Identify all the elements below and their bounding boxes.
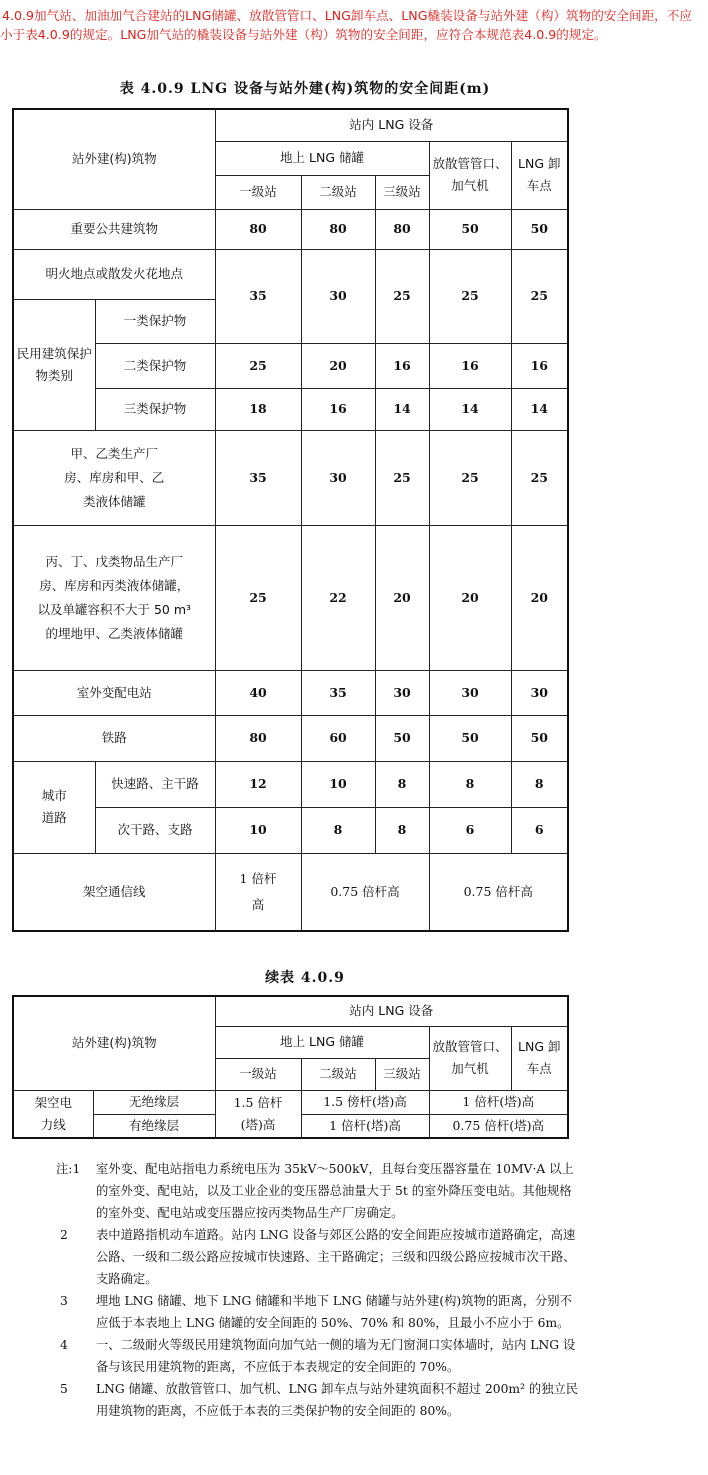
cell: 14	[511, 388, 568, 430]
cell: 25	[429, 249, 511, 343]
cell: 1.5 倍杆(塔)高	[215, 1090, 301, 1138]
row-sublabel: 有绝缘层	[93, 1114, 215, 1138]
intro-paragraph: 4.0.9加气站、加油加气合建站的LNG储罐、放散管管口、LNG卸车点、LNG橇装设备与站外建（构）筑物的安全间距，不应小于表4.0.9的规定。LNG加气站的橇装设备与站外建（构）筑物的安全间距，应符合本规范表4.0.9的规定。	[0, 8, 692, 42]
cell: 16	[511, 343, 568, 388]
cell: 25	[375, 249, 429, 343]
header-unload: LNG 卸车点	[511, 1026, 568, 1090]
note-item	[60, 1224, 580, 1290]
header-unload: LNG 卸车点	[511, 141, 568, 209]
cell: 20	[511, 525, 568, 670]
cell: 0.75 倍杆高	[301, 853, 429, 931]
header-level1: 一级站	[215, 175, 301, 209]
note-number: 注:1	[56, 1162, 81, 1176]
cell: 8	[511, 761, 568, 807]
cell: 20	[301, 343, 375, 388]
note-item	[60, 1378, 580, 1422]
row-sublabel: 无绝缘层	[93, 1090, 215, 1114]
cell: 16	[301, 388, 375, 430]
cell: 16	[429, 343, 511, 388]
row-sublabel: 三类保护物	[95, 388, 215, 430]
cell: 22	[301, 525, 375, 670]
row-sublabel: 快速路、主干路	[95, 761, 215, 807]
table-title: 表 4.0.9 LNG 设备与站外建(构)筑物的安全间距(m)	[119, 81, 491, 97]
cell: 10	[215, 807, 301, 853]
row-label-power: 架空电力线	[13, 1090, 93, 1138]
cell: 12	[215, 761, 301, 807]
note-text: 一、二级耐火等级民用建筑物面向加气站一侧的墙为无门窗洞口实体墙时，站内 LNG 设备与该民用建筑物的距离，不应低于本表规定的安全间距的 70%。	[96, 1338, 576, 1374]
cell: 50	[429, 715, 511, 761]
cell: 40	[215, 670, 301, 715]
note-item	[60, 1334, 580, 1378]
cell: 6	[429, 807, 511, 853]
cell: 30	[301, 249, 375, 343]
cell: 50	[429, 209, 511, 249]
row-label: 铁路	[13, 715, 215, 761]
header-level2: 二级站	[301, 1058, 375, 1090]
cell: 30	[429, 670, 511, 715]
cell: 14	[429, 388, 511, 430]
cell: 1.5 傍杆(塔)高	[301, 1090, 429, 1114]
note-text: 埋地 LNG 储罐、地下 LNG 储罐和半地下 LNG 储罐与站外建(构)筑物的距离，分别不应低于本表地上 LNG 储罐的安全间距的 50%、70% 和 80%，且最小不应小于 6m。	[96, 1294, 572, 1330]
cell: 35	[215, 249, 301, 343]
cell: 60	[301, 715, 375, 761]
header-level1: 一级站	[215, 1058, 301, 1090]
row-label: 丙、丁、戊类物品生产厂房、库房和丙类液体储罐，以及单罐容积不大于 50 m³ 的埋地甲、乙类液体储罐	[13, 525, 215, 670]
header-outside-structure: 站外建(构)筑物	[13, 996, 215, 1090]
cell: 6	[511, 807, 568, 853]
cell: 25	[429, 430, 511, 525]
cell: 30	[375, 670, 429, 715]
row-sublabel: 一类保护物	[95, 299, 215, 343]
lng-distance-table	[12, 108, 569, 932]
cell: 8	[301, 807, 375, 853]
cell: 50	[375, 715, 429, 761]
header-outside-structure: 站外建(构)筑物	[13, 109, 215, 209]
cell: 1 倍杆高	[215, 853, 301, 931]
cell: 50	[511, 715, 568, 761]
cell: 8	[375, 807, 429, 853]
header-level2: 二级站	[301, 175, 375, 209]
cell: 0.75 倍杆高	[429, 853, 568, 931]
cell: 80	[301, 209, 375, 249]
cell: 8	[375, 761, 429, 807]
header-level3: 三级站	[375, 175, 429, 209]
cell: 16	[375, 343, 429, 388]
cell: 20	[375, 525, 429, 670]
cell: 25	[511, 249, 568, 343]
row-label-road: 城市道路	[13, 761, 95, 853]
cell: 35	[215, 430, 301, 525]
cell: 30	[511, 670, 568, 715]
row-label-civil: 民用建筑保护物类别	[13, 299, 95, 430]
header-inside-equipment: 站内 LNG 设备	[215, 996, 568, 1026]
cell: 25	[375, 430, 429, 525]
cell: 25	[215, 343, 301, 388]
cell: 80	[215, 715, 301, 761]
lng-distance-table-continued	[12, 995, 569, 1139]
cell: 18	[215, 388, 301, 430]
header-ground-tank: 地上 LNG 储罐	[215, 1026, 429, 1058]
row-label: 室外变配电站	[13, 670, 215, 715]
cell: 35	[301, 670, 375, 715]
cell: 50	[511, 209, 568, 249]
note-number: 5	[60, 1382, 68, 1396]
cell: 20	[429, 525, 511, 670]
note-item	[60, 1290, 580, 1334]
note-item	[56, 1158, 580, 1224]
row-label: 甲、乙类生产厂房、库房和甲、乙类液体储罐	[13, 430, 215, 525]
row-sublabel: 二类保护物	[95, 343, 215, 388]
header-inside-equipment: 站内 LNG 设备	[215, 109, 568, 141]
header-vent: 放散管管口、加气机	[429, 141, 511, 209]
cell: 0.75 倍杆(塔)高	[429, 1114, 568, 1138]
notes-section	[56, 1158, 580, 1422]
header-vent: 放散管管口、加气机	[429, 1026, 511, 1090]
note-number: 2	[60, 1228, 68, 1242]
row-label: 架空通信线	[13, 853, 215, 931]
note-number: 3	[60, 1294, 68, 1308]
row-label: 重要公共建筑物	[13, 209, 215, 249]
header-ground-tank: 地上 LNG 储罐	[215, 141, 429, 175]
note-text: 室外变、配电站指电力系统电压为 35kV～500kV，且每台变压器容量在 10MV·A 以上的室外变、配电站，以及工业企业的变压器总油量大于 5t 的室外降压变电站。其他规格的室外变、配电站或变压器应按丙类物品生产厂房确定。	[96, 1162, 574, 1220]
cell: 8	[429, 761, 511, 807]
row-sublabel: 次干路、支路	[95, 807, 215, 853]
note-text: 表中道路指机动车道路。站内 LNG 设备与郊区公路的安全间距应按城市道路确定，高速公路、一级和二级公路应按城市快速路、主干路确定；三级和四级公路应按城市次干路、支路确定。	[96, 1228, 576, 1286]
cell: 30	[301, 430, 375, 525]
cell: 80	[375, 209, 429, 249]
cell: 1 倍杆(塔)高	[301, 1114, 429, 1138]
cell: 1 倍杆(塔)高	[429, 1090, 568, 1114]
note-text: LNG 储罐、放散管管口、加气机、LNG 卸车点与站外建筑面积不超过 200m² 的独立民用建筑物的距离，不应低于本表的三类保护物的安全间距的 80%。	[96, 1382, 579, 1418]
cell: 80	[215, 209, 301, 249]
note-number: 4	[60, 1338, 68, 1352]
row-label: 明火地点或散发火花地点	[13, 249, 215, 299]
cell: 14	[375, 388, 429, 430]
header-level3: 三级站	[375, 1058, 429, 1090]
cell: 25	[215, 525, 301, 670]
cell: 10	[301, 761, 375, 807]
cell: 25	[511, 430, 568, 525]
table2-title: 续表 4.0.9	[265, 970, 345, 986]
